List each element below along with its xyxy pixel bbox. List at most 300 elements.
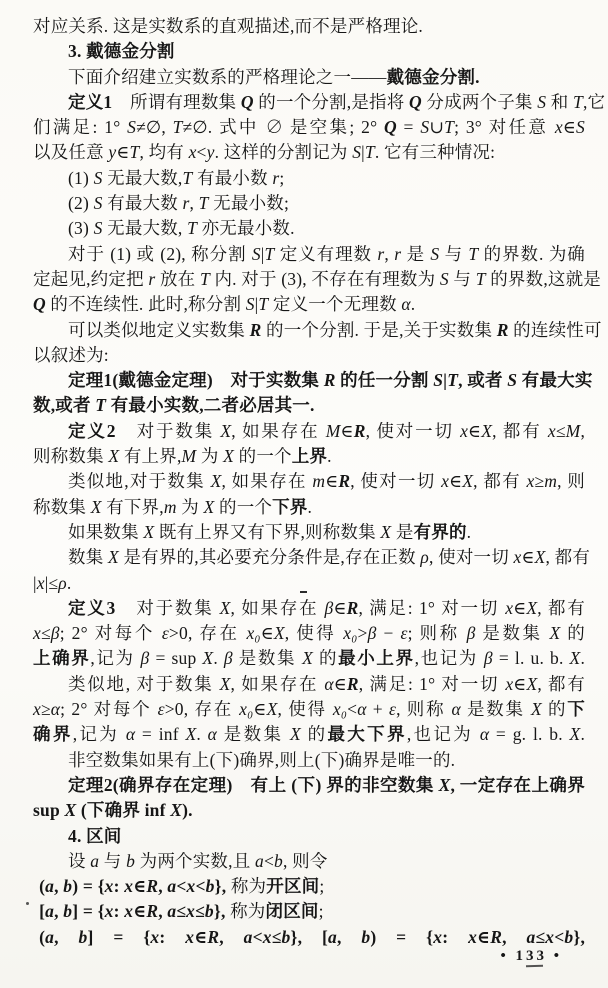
text-segment: x	[505, 597, 514, 618]
text-segment: X	[526, 597, 538, 618]
text-segment: ∈	[116, 142, 130, 163]
text-segment: 对于数集	[115, 597, 220, 618]
text-segment: b	[281, 926, 291, 947]
text-line	[33, 748, 585, 773]
text-segment: 称数集	[33, 496, 91, 517]
text-segment: X	[266, 699, 278, 720]
text-segment: 上界	[291, 446, 328, 467]
text-segment: S	[430, 243, 440, 264]
text-segment: 是	[401, 243, 431, 264]
text-line	[33, 14, 585, 39]
text-segment: 非空数集如果有上(下)确界,则上(下)确界是唯一的.	[68, 749, 456, 770]
section-heading-4	[33, 824, 585, 849]
text-segment: x	[33, 623, 41, 644]
text-segment: α	[207, 724, 218, 745]
text-segment: ,	[580, 420, 586, 441]
text-segment: X	[290, 724, 301, 745]
text-segment: .	[327, 446, 332, 467]
text-segment: x	[188, 142, 197, 163]
text-segment: Q	[240, 91, 254, 112]
text-line	[33, 166, 585, 191]
text-segment: , 一定存在上确界	[450, 774, 585, 795]
text-segment: T	[475, 268, 486, 289]
text-segment: = inf	[135, 724, 186, 745]
text-segment: x	[186, 876, 196, 897]
text-segment: ∈	[513, 673, 527, 694]
text-segment: ,	[189, 193, 199, 214]
text-segment: x	[547, 420, 556, 441]
text-segment: T	[172, 117, 183, 138]
text-segment: 对于实数集	[212, 370, 324, 391]
text-segment: X	[170, 800, 183, 821]
text-segment: x	[36, 572, 45, 593]
text-segment: (下确界 inf	[76, 800, 171, 821]
text-segment: ,	[158, 876, 168, 897]
text-segment: X	[90, 496, 102, 517]
text-segment: M	[565, 420, 581, 441]
text-segment: T	[199, 268, 210, 289]
text-segment: a	[328, 926, 337, 947]
text-segment: y	[108, 142, 117, 163]
text-segment: ,	[502, 926, 527, 947]
text-segment: >0, 存在	[164, 699, 240, 720]
text-segment: 称为	[230, 901, 266, 922]
text-segment: 则称数集	[33, 446, 109, 467]
text-segment: r	[394, 243, 402, 264]
text-segment: 定义一个无理数	[268, 294, 402, 315]
text-segment: 定理2(确界存在定理)	[68, 774, 233, 795]
scan-speck	[300, 591, 307, 593]
text-segment: S	[251, 243, 261, 264]
text-segment: ∈	[253, 699, 267, 720]
text-segment: x	[185, 926, 195, 947]
text-segment: β	[483, 648, 493, 669]
text-segment: , 都有	[537, 673, 585, 694]
text-segment: 有下界,	[101, 496, 164, 517]
text-segment: X	[202, 648, 214, 669]
text-segment: 的一个	[234, 446, 292, 467]
text-segment: ∈	[325, 471, 339, 492]
text-segment: r	[148, 268, 156, 289]
text-segment: x₀	[343, 623, 358, 644]
text-segment: T	[187, 218, 198, 239]
text-line	[33, 697, 585, 722]
text-segment: ≤	[535, 926, 546, 947]
text-segment: 戴德金分割.	[386, 66, 480, 87]
text-segment: 3. 戴德金分割	[68, 41, 175, 62]
text-segment: <	[176, 876, 187, 897]
text-segment: , 使对一切	[428, 547, 514, 568]
text-segment: 无最大数,	[102, 167, 183, 188]
text-segment: X	[462, 471, 474, 492]
text-line	[33, 115, 585, 140]
text-segment: x	[104, 876, 114, 897]
text-segment: ∪	[429, 117, 445, 138]
text-segment: X	[64, 800, 77, 821]
text-segment: R	[249, 319, 262, 340]
text-segment: S	[433, 370, 444, 391]
text-segment: 与	[439, 243, 469, 264]
text-segment: Q	[383, 117, 397, 138]
text-segment: ;	[279, 167, 285, 188]
text-segment: a	[45, 901, 55, 922]
text-segment: T	[258, 294, 269, 315]
text-segment: }, [	[290, 926, 329, 947]
text-segment: ∈	[133, 876, 147, 897]
text-segment: R	[346, 673, 359, 694]
text-segment: ≤	[271, 926, 282, 947]
text-segment: a	[45, 926, 55, 947]
text-segment: ∈	[468, 420, 482, 441]
text-segment: S	[245, 294, 255, 315]
text-segment: β	[223, 648, 233, 669]
text-segment: , 如果存在	[231, 420, 326, 441]
text-segment: R	[207, 926, 220, 947]
text-segment: a	[45, 876, 55, 897]
text-segment: , 如果存在	[230, 597, 325, 618]
text-segment: :	[113, 901, 125, 922]
text-segment: a	[90, 850, 100, 871]
text-segment: X	[438, 774, 451, 795]
text-segment: β	[367, 623, 377, 644]
text-segment: 的任一分割	[335, 370, 434, 391]
text-segment: ρ	[420, 547, 429, 568]
text-segment: .	[196, 724, 208, 745]
text-segment: α	[50, 699, 61, 720]
text-segment: X	[569, 724, 581, 745]
text-segment: },	[573, 926, 586, 947]
text-line	[33, 242, 585, 267]
text-segment: 称为	[230, 876, 267, 897]
text-line	[33, 495, 585, 520]
text-segment: ∈	[260, 623, 274, 644]
text-segment: Q	[33, 294, 46, 315]
text-segment: .	[66, 572, 72, 593]
text-segment: , 如果存在	[221, 471, 313, 492]
text-segment: 无最小数;	[208, 193, 290, 214]
text-segment: 闭区间	[265, 901, 319, 922]
text-segment: ; 3° 对任意	[454, 117, 555, 138]
text-segment: ≠∅,	[136, 117, 173, 138]
text-segment: ] = {	[87, 926, 151, 947]
text-segment: , 使对一切	[365, 420, 461, 441]
text-segment: 有最小实数,二者必居其一.	[106, 395, 315, 416]
text-segment: = g. l. b.	[489, 724, 570, 745]
text-segment: 所谓有理数集	[112, 91, 241, 112]
text-segment: 有最小数	[192, 167, 273, 188]
text-segment: T	[468, 243, 479, 264]
text-line	[33, 318, 602, 343]
text-segment: T	[364, 142, 375, 163]
text-segment: S	[507, 370, 518, 391]
text-segment: x	[441, 471, 450, 492]
text-segment: ≥	[40, 699, 51, 720]
text-segment: x	[505, 673, 514, 694]
text-line	[33, 90, 606, 115]
text-segment: a	[167, 901, 177, 922]
text-segment: S	[93, 193, 103, 214]
text-segment: 有上 (下) 界的非空数集	[232, 774, 439, 795]
text-segment: :	[113, 876, 125, 897]
text-segment: r	[377, 243, 385, 264]
text-segment: 分成两个子集	[421, 91, 538, 112]
text-segment: . 这样的分割记为	[214, 142, 353, 163]
text-segment: ) = {	[72, 876, 105, 897]
text-segment: R	[496, 319, 509, 340]
text-segment: T	[129, 142, 140, 163]
text-segment: ).	[182, 800, 193, 821]
text-line	[33, 773, 585, 798]
text-segment: 放在	[155, 268, 200, 289]
text-segment: 的连续性可	[508, 319, 602, 340]
text-segment: b	[564, 926, 574, 947]
text-segment: ε	[400, 623, 408, 644]
text-segment: b	[78, 926, 88, 947]
text-segment: β	[140, 648, 150, 669]
text-segment: (	[39, 876, 46, 897]
text-segment: b	[274, 850, 283, 871]
text-segment: x	[513, 547, 522, 568]
text-segment: 亦无最小数.	[197, 218, 295, 239]
text-segment: =	[396, 117, 421, 138]
text-segment: ; 2° 对每个	[59, 623, 162, 644]
text-segment: 是数集	[217, 724, 291, 745]
text-segment: ∈	[449, 471, 463, 492]
text-segment: <	[195, 876, 206, 897]
text-segment: 有界的	[413, 521, 467, 542]
text-segment: , 都有	[492, 420, 548, 441]
text-segment: , 使对一切	[350, 471, 442, 492]
text-segment: |	[254, 294, 259, 315]
text-segment: R	[346, 597, 359, 618]
text-segment: ;	[319, 876, 325, 897]
text-segment: .	[410, 294, 416, 315]
text-segment: X	[210, 471, 222, 492]
text-segment: β	[324, 597, 334, 618]
text-segment: (2)	[68, 193, 94, 214]
text-segment: ∈	[521, 547, 535, 568]
text-segment: , 满足: 1° 对一切	[358, 597, 506, 618]
text-segment: α	[125, 724, 136, 745]
text-segment: 4. 区间	[68, 825, 122, 846]
scan-speck	[26, 902, 29, 905]
text-segment: X	[530, 699, 542, 720]
text-segment: , 都有	[473, 471, 527, 492]
text-segment: 开区间	[266, 876, 320, 897]
text-segment: X	[481, 420, 493, 441]
text-segment: ≠∅. 式中 ∅ 是空集; 2°	[182, 117, 384, 138]
text-segment: , 满足: 1° 对一切	[358, 673, 506, 694]
text-segment: b	[204, 901, 214, 922]
text-segment: .	[466, 521, 472, 542]
text-segment: 与	[99, 850, 127, 871]
text-segment: 是数集	[232, 648, 303, 669]
text-segment: 可以类似地定义实数集	[68, 319, 250, 340]
text-segment: S	[93, 167, 103, 188]
text-segment: ≤	[40, 623, 51, 644]
text-line	[33, 140, 585, 165]
text-line	[33, 545, 591, 570]
text-segment: β	[466, 623, 476, 644]
text-segment: 为	[176, 496, 204, 517]
text-segment: 数集	[68, 547, 108, 568]
text-segment: S	[439, 268, 449, 289]
text-segment: ,它	[582, 91, 606, 112]
text-segment: 定义2	[68, 420, 116, 441]
text-segment: r	[182, 193, 190, 214]
text-segment: S	[537, 91, 547, 112]
text-segment: ] = {	[72, 901, 105, 922]
text-segment: ε	[388, 699, 397, 720]
text-segment: ,记为	[72, 724, 126, 745]
text-segment: , 则令	[282, 850, 328, 871]
text-line	[33, 874, 585, 899]
text-segment: R	[490, 926, 503, 947]
text-segment: (	[39, 926, 46, 947]
text-segment: 既有上界又有下界,则称数集	[154, 521, 381, 542]
text-segment: 的一个分割,是指将	[253, 91, 410, 112]
text-segment: |	[260, 243, 265, 264]
text-segment: [	[39, 901, 46, 922]
text-segment: , 使得	[284, 623, 344, 644]
text-segment: a	[526, 926, 536, 947]
text-segment: ,	[54, 901, 64, 922]
text-segment: x₀	[246, 623, 261, 644]
text-line	[33, 65, 585, 90]
text-segment: , 则称	[396, 699, 452, 720]
text-segment: b	[126, 850, 136, 871]
text-segment: ∈	[513, 597, 527, 618]
text-segment: α	[479, 724, 490, 745]
text-segment: 们满足: 1°	[33, 117, 128, 138]
text-segment: α	[324, 673, 334, 694]
text-segment: b	[205, 876, 215, 897]
text-segment: 的	[313, 648, 339, 669]
text-segment: 设	[68, 850, 91, 871]
text-segment: ,	[384, 243, 395, 264]
text-segment: ≤	[195, 901, 205, 922]
text-segment: ≤	[176, 901, 187, 922]
text-segment: x	[433, 926, 443, 947]
text-segment: = sup	[149, 648, 203, 669]
text-segment: ;	[318, 901, 324, 922]
text-segment: 为	[196, 446, 224, 467]
text-segment: X	[107, 547, 119, 568]
text-segment: :	[159, 926, 186, 947]
text-segment: x	[262, 926, 272, 947]
text-segment: >	[357, 623, 368, 644]
text-segment: S	[352, 142, 362, 163]
text-segment: ,	[158, 901, 168, 922]
text-segment: T	[264, 243, 275, 264]
text-segment: T	[198, 193, 209, 214]
text-line	[33, 267, 602, 292]
text-segment: M	[325, 420, 341, 441]
text-segment: 数,或者	[33, 395, 96, 416]
text-segment: 定义3	[68, 597, 116, 618]
text-segment: 与	[448, 268, 476, 289]
text-segment: },	[213, 901, 231, 922]
text-segment: , 则	[557, 471, 586, 492]
text-segment: r	[272, 167, 280, 188]
text-segment: >0, 存在	[168, 623, 247, 644]
text-segment: ≤	[555, 420, 566, 441]
text-segment: , 如果存在	[230, 673, 325, 694]
text-segment: x	[545, 926, 555, 947]
text-segment: x₀	[332, 699, 348, 720]
text-segment: <	[554, 926, 565, 947]
text-segment: T	[95, 395, 107, 416]
text-line	[33, 849, 585, 874]
text-segment: ,	[54, 926, 79, 947]
text-line	[33, 672, 585, 697]
text-segment: R	[338, 471, 351, 492]
text-line	[33, 722, 585, 747]
text-line	[33, 393, 585, 418]
text-segment: 是有界的,其必要充分条件是,存在正数	[118, 547, 421, 568]
text-segment: X	[526, 673, 538, 694]
text-segment: 上确界	[33, 648, 91, 669]
text-segment: −	[376, 623, 401, 644]
text-segment: .	[580, 648, 586, 669]
text-segment: β	[50, 623, 60, 644]
text-segment: 的	[541, 699, 568, 720]
text-line	[33, 292, 585, 317]
text-segment: ; 则称	[407, 623, 467, 644]
text-line	[33, 469, 585, 494]
text-segment: 定起见,约定把	[33, 268, 149, 289]
text-segment: x	[124, 901, 134, 922]
text-segment: , 均有	[139, 142, 189, 163]
text-segment: S	[127, 117, 137, 138]
text-segment: X	[203, 496, 215, 517]
text-line	[33, 444, 585, 469]
text-segment: ,	[219, 926, 244, 947]
text-segment: X	[549, 623, 561, 644]
text-segment: Q	[409, 91, 422, 112]
text-segment: X	[219, 673, 231, 694]
text-segment: x	[526, 471, 535, 492]
text-segment: ∈	[194, 926, 208, 947]
text-segment: 下	[567, 699, 585, 720]
text-segment: 有上界,	[119, 446, 182, 467]
text-segment: x	[150, 926, 160, 947]
text-segment: ≥	[534, 471, 545, 492]
text-segment: b	[63, 901, 73, 922]
text-segment: 如果数集	[68, 521, 144, 542]
text-segment: m	[312, 471, 326, 492]
text-segment: 和	[546, 91, 574, 112]
text-segment: T	[573, 91, 583, 112]
text-segment: 对应关系. 这是实数系的直观描述,而不是严格理论.	[33, 16, 423, 36]
text-segment: R	[146, 876, 159, 897]
text-segment: 最小上界	[338, 648, 415, 669]
text-segment: , 都有	[545, 547, 591, 568]
section-heading-3	[33, 39, 585, 64]
text-segment: x	[468, 926, 478, 947]
text-segment: <	[252, 926, 263, 947]
text-segment: m	[163, 496, 177, 517]
text-segment: M	[181, 446, 197, 467]
text-segment: |	[33, 572, 37, 593]
text-segment: 的界数. 为确	[478, 243, 586, 264]
text-segment: = l. u. b.	[492, 648, 570, 669]
text-segment: sup	[33, 800, 65, 821]
text-segment: <	[196, 142, 207, 163]
text-segment: |	[443, 370, 448, 391]
text-segment: ρ	[58, 572, 67, 593]
text-line	[33, 571, 585, 596]
